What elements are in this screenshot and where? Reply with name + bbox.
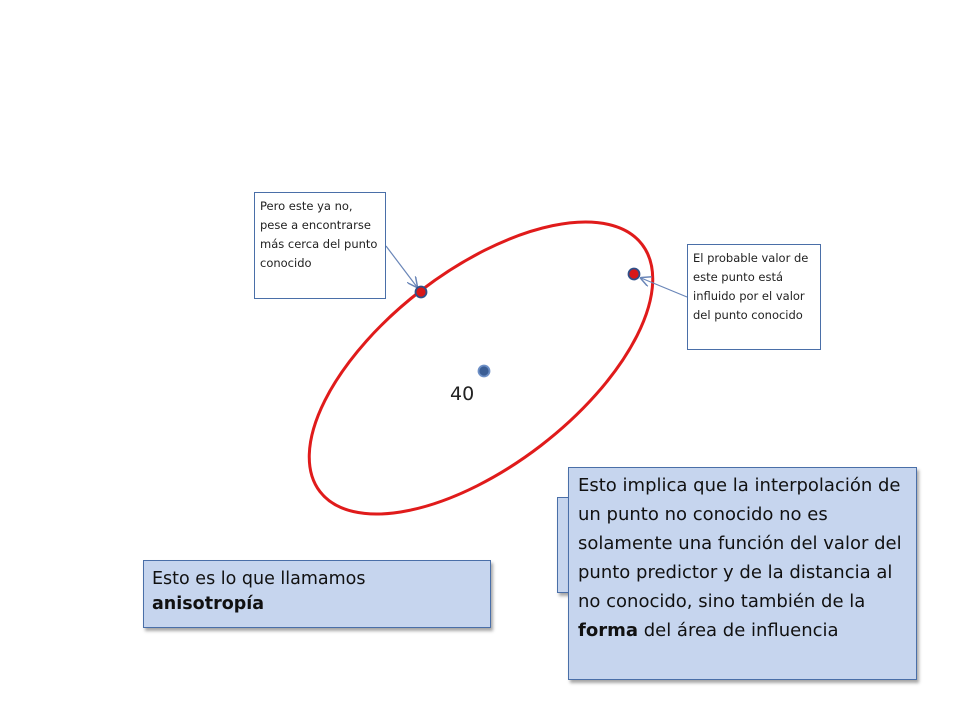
implication-text: Esto implica que la interpolación de un punto no conocido no es solamente una función del valor del punto predictor y de la distancia al no conocido, sino también de la (578, 475, 902, 612)
implication-box (568, 467, 917, 680)
arrow-left (386, 246, 417, 287)
arrow-right (641, 278, 687, 297)
known-point (479, 366, 490, 377)
anisotropy-bold-term: anisotropía (152, 594, 265, 614)
unknown-point-outside (416, 287, 427, 298)
callout-inside-point (687, 244, 821, 350)
callout-outside-point (254, 192, 386, 299)
callout-inside-text: El probable valor de este punto está influido por el valor del punto conocido (693, 251, 809, 322)
callout-outside-text: Pero este ya no, pese a encontrarse más cerca del punto conocido (260, 199, 378, 270)
implication-bold-term: forma (578, 620, 638, 641)
anisotropy-box (143, 560, 491, 628)
unknown-point-inside (629, 269, 640, 280)
implication-text-end: del área de influencia (637, 620, 839, 641)
anisotropy-text: Esto es lo que llamamos (152, 569, 366, 589)
known-point-value-label: 40 (450, 383, 475, 405)
